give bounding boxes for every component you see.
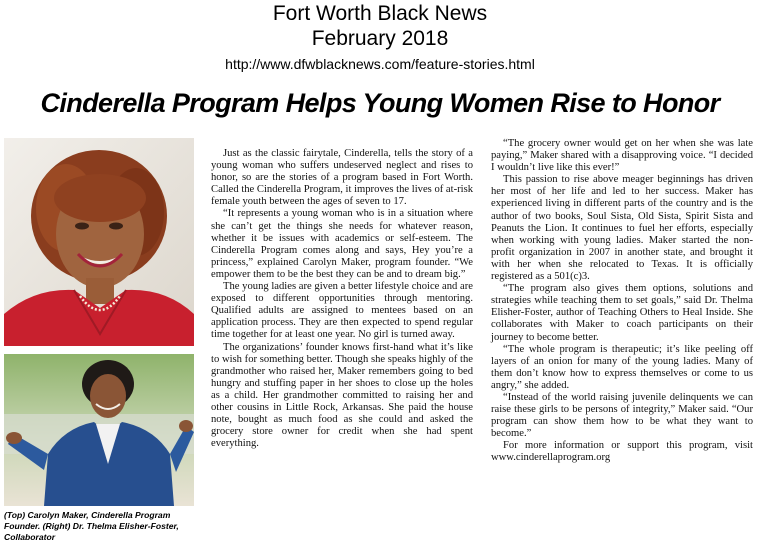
- publication-title: Fort Worth Black News: [272, 2, 488, 25]
- portrait-photo-carolyn-maker: [4, 138, 194, 346]
- paragraph: “It represents a young woman who is in a situation where she can’t get the things she needs for whatever reason, whether it be issues with academics or self-esteem. The Cinderella Program comes along and says, Hey you’re a princess,” explained Carolyn Maker, program founder. “We empower them to be the best they can be and to dream big.”: [211, 208, 473, 280]
- article-column-1: [211, 148, 473, 450]
- paragraph: This passion to rise above meager beginnings has driven her most of her life and led to her success. Maker has experienced living in different parts of the country and is the author of two books, Soul Sista, Old Sista, Spirit Sista and Peanuts the Lion. It continues to fuel her efforts, especially when working with young ladies. Maker started the non-profit organization in 2007 in another state, and brought it with her when she relocated to Texas. It is officially registered as a 501(c)3.: [491, 174, 753, 283]
- paragraph: For more information or support this program, visit www.cinderellaprogram.org: [491, 440, 753, 464]
- article-headline: Cinderella Program Helps Young Women Rise to Honor: [40, 88, 720, 118]
- issue-date: February 2018: [311, 27, 449, 50]
- paragraph: “Instead of the world raising juvenile delinquents we can raise these girls to be persons of integrity,” Maker said. “Our program can show them how to be what they want to become.”: [491, 391, 753, 440]
- paragraph: “The program also gives them options, solutions and strategies while teaching them to set goals,” said Dr. Thelma Elisher-Foster, author of Teaching Others to Heal Inside. She collaborates with Maker to coach participants on their journey to become better.: [491, 283, 753, 343]
- paragraph: “The whole program is therapeutic; it’s like peeling off layers of an onion for many of the young ladies. Many of them don’t know how to express themselves or come to us angry,” she added.: [491, 343, 753, 391]
- paragraph: The organizations’ founder knows first-hand what it’s like to wish for something better. Though she speaks highly of the grandmother who raised her, Maker remembers going to bed hungry and stuffing paper in her shoes to close up the holes as a child. Her grandmother committed to raising her and other cousins in Little Rock, Arkansas. She paid the house note, bought as much food as she could and asked the grocery store owner for credit when she had spent everything.: [211, 341, 473, 450]
- paragraph: The young ladies are given a better lifestyle choice and are exposed to different opportunities through mentoring. Qualified adults are assigned to mentees based on an application process. They are then expected to spend regular time together for at least one year. No girl is turned away.: [211, 281, 473, 341]
- photo-caption: (Top) Carolyn Maker, Cinderella Program Founder. (Right) Dr. Thelma Elisher-Foster, Collaborator: [4, 510, 179, 542]
- article-column-2: [491, 138, 753, 465]
- paragraph: Just as the classic fairytale, Cinderella, tells the story of a young woman who suffers undeserved neglect and rises to honor, so are the stories of a program based in Fort Worth. Called the Cinderella Program, it improves the lives of at-risk female youth between the ages of seven to 17.: [211, 148, 473, 208]
- paragraph: “The grocery owner would get on her when she was late paying,” Maker shared with a disapproving voice. “I decided I wouldn’t live like this ever!”: [491, 138, 753, 174]
- photo-thelma-elisher-foster: [4, 354, 194, 506]
- source-url: http://www.dfwblacknews.com/feature-stories.html: [225, 56, 535, 72]
